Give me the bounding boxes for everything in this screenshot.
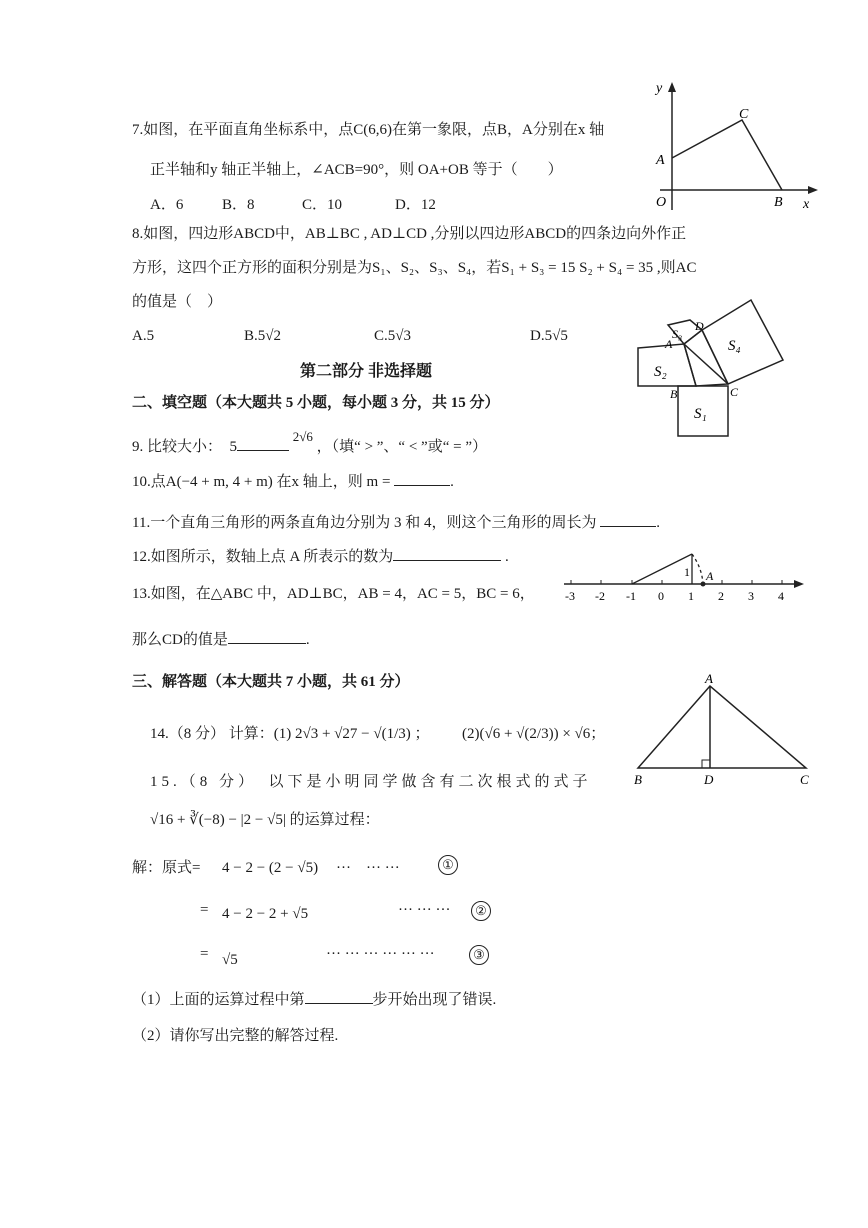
q15-part2: （2）请你写出完整的解答过程. xyxy=(132,1028,339,1044)
q15-line2: √16 + ∛(−8) − |2 − √5| 的运算过程： xyxy=(150,812,380,828)
step-3-expression: √5 xyxy=(222,952,238,968)
label-c: C xyxy=(730,385,739,399)
step-3-dots: ··· ··· ··· ··· ··· ··· xyxy=(326,946,435,962)
solution-label: 解：原式= xyxy=(132,860,201,876)
q12-text: 12.如图所示，数轴上点 A 所表示的数为 xyxy=(132,549,394,565)
q11-end: . xyxy=(656,515,660,531)
q8-option-c: C.5√3 xyxy=(374,328,411,344)
q7-option-c: C．10 xyxy=(302,197,343,213)
q10 xyxy=(132,470,454,491)
q12-end: . xyxy=(505,549,509,565)
label-b: B xyxy=(670,387,678,401)
q7-option-b: B．8 xyxy=(222,197,255,213)
hypotenuse-line xyxy=(632,554,692,584)
step-3-number: ③ xyxy=(469,945,489,965)
q9-suffix: ，（填“ > ”、“ < ”或“ = ”） xyxy=(316,439,487,455)
q8-line3: 的值是（ ） xyxy=(132,294,223,310)
q11 xyxy=(132,511,660,532)
label-s4: S₄ xyxy=(728,338,741,354)
q8-option-a: A.5 xyxy=(132,328,155,344)
section3-heading: 三、解答题（本大题共 7 小题，共 61 分） xyxy=(132,674,410,690)
section2-heading: 二、填空题（本大题共 5 小题，每小题 3 分，共 15 分） xyxy=(132,395,500,411)
tick-label: 3 xyxy=(748,589,754,603)
step-2-number: ② xyxy=(471,901,491,921)
q15-answer-blank[interactable] xyxy=(305,989,373,1004)
q13-line2 xyxy=(132,628,310,649)
compass-arc xyxy=(692,554,703,584)
part2-title: 第二部分 非选择题 xyxy=(300,363,433,380)
tick-label: -1 xyxy=(626,589,636,603)
y-axis-arrow xyxy=(668,82,676,92)
tick-label: 0 xyxy=(658,589,664,603)
q7-coordinate-figure xyxy=(630,78,820,218)
q12-number-line xyxy=(560,540,810,604)
q8-line1: 8.如图，四边形ABCD中，AB⊥BC , AD⊥CD ,分别以四边形ABCD的四条边向外作正 xyxy=(132,226,687,242)
label-c: C xyxy=(800,772,809,787)
q12 xyxy=(132,545,509,566)
q8-line2: 方形，这四个正方形的面积分别是为S₁、S₂、S₃、S₄，若S₁ + S₃ = 15 S₂ + S₄ = 35 ,则AC xyxy=(132,260,697,276)
label-a: A xyxy=(665,337,673,351)
step-1-number: ① xyxy=(438,855,458,875)
step-1-dots: ··· ··· ··· xyxy=(336,860,400,876)
label-s2: S₂ xyxy=(654,364,667,380)
label-b: B xyxy=(634,772,642,787)
step-2-dots: ··· ··· ··· xyxy=(398,902,451,918)
q14-part1: 14.（8 分） 计算：(1) 2√3 + √27 − √(1/3) ； xyxy=(150,726,430,742)
q10-end: . xyxy=(450,474,454,490)
q7-option-a: A．6 xyxy=(150,197,184,213)
tick-label: 2 xyxy=(718,589,724,603)
q13-text: 那么CD的值是 xyxy=(132,632,228,648)
diagonal-ac xyxy=(684,344,728,384)
label-a: A xyxy=(705,672,713,686)
point-c-label: C xyxy=(739,107,749,122)
point-a-dot xyxy=(701,582,706,587)
point-a-label: A xyxy=(656,153,665,168)
step-2-equals: = xyxy=(200,902,209,918)
number-line-arrow xyxy=(794,580,804,588)
q15-part1-prefix: （1）上面的运算过程中第 xyxy=(132,992,305,1008)
segments-acb xyxy=(672,120,782,190)
q13-line1: 13.如图，在△ABC 中，AD⊥BC，AB = 4，AC = 5，BC = 6， xyxy=(132,586,535,602)
q7-line1: 7.如图，在平面直角坐标系中，点C(6,6)在第一象限，点B，A分别在x 轴 xyxy=(132,122,605,138)
q7-option-d: D．12 xyxy=(395,197,436,213)
tick-label: 4 xyxy=(778,589,784,603)
q10-text: 10.点A(−4 + m, 4 + m) 在x 轴上，则 m = xyxy=(132,474,391,490)
step-2-expression: 4 − 2 − 2 + √5 xyxy=(222,906,309,922)
q12-answer-blank[interactable] xyxy=(393,546,501,561)
tick-label: 1 xyxy=(688,589,694,603)
q15-part1-suffix: 步开始出现了错误. xyxy=(372,992,497,1008)
q13-triangle-figure xyxy=(630,672,820,788)
origin-label: O xyxy=(656,195,667,210)
q10-answer-blank[interactable] xyxy=(394,471,450,486)
label-d: D xyxy=(695,319,704,333)
triangle-abc xyxy=(638,686,806,768)
q15-part1 xyxy=(132,988,496,1009)
right-angle-mark xyxy=(702,760,710,768)
q11-answer-blank[interactable] xyxy=(600,512,656,527)
q8-squares-figure xyxy=(632,296,792,442)
q8-option-b: B.5√2 xyxy=(244,328,281,344)
q14-part2: (2)(√6 + √(2/3)) × √6； xyxy=(462,726,606,742)
q9-expression: 2√6 xyxy=(292,429,313,444)
point-a-label: A xyxy=(706,569,714,583)
q9-prefix: 9. 比较大小： 5 xyxy=(132,439,238,455)
q9 xyxy=(132,429,487,456)
q7-line2: 正半轴和y 轴正半轴上，∠ACB=90°，则 OA+OB 等于（ ） xyxy=(150,162,563,178)
q13-answer-blank[interactable] xyxy=(228,629,306,644)
step-1-expression: 4 − 2 − (2 − √5) xyxy=(222,860,319,876)
point-b-label: B xyxy=(774,195,783,210)
q15-line1: 15.（8 分） 以下是小明同学做含有二次根式的式子 xyxy=(150,774,592,790)
side-label: 1 xyxy=(684,565,690,579)
q8-option-d: D.5√5 xyxy=(530,328,568,344)
x-axis-arrow xyxy=(808,186,818,194)
q9-answer-blank[interactable] xyxy=(237,436,289,451)
tick-label: -3 xyxy=(565,589,575,603)
label-s1: S₁ xyxy=(694,406,707,422)
q11-text: 11.一个直角三角形的两条直角边分别为 3 和 4，则这个三角形的周长为 xyxy=(132,515,597,531)
label-d: D xyxy=(704,772,714,787)
tick-label: -2 xyxy=(595,589,605,603)
step-3-equals: = xyxy=(200,946,209,962)
label-s3: S₃ xyxy=(672,327,683,341)
y-label: y xyxy=(656,81,663,96)
q13-end: . xyxy=(305,632,310,648)
x-label: x xyxy=(803,197,810,212)
